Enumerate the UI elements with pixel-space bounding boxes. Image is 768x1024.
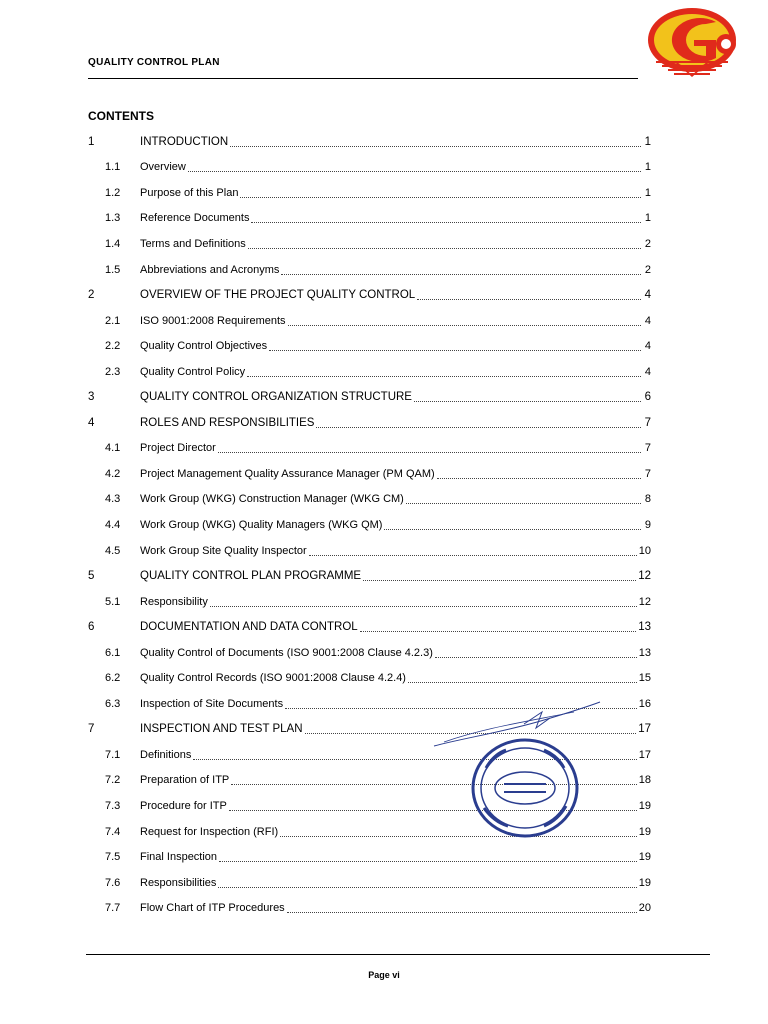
- toc-entry-number: 4.1: [105, 442, 121, 455]
- toc-dot-leader: [251, 221, 641, 223]
- footer-page-number: Page vi: [368, 970, 400, 980]
- toc-entry-title: Responsibility: [140, 595, 208, 608]
- toc-entry[interactable]: [88, 436, 651, 462]
- toc-entry[interactable]: [88, 129, 651, 155]
- toc-entry-number: 7.3: [105, 799, 121, 812]
- toc-dot-leader: [269, 349, 641, 351]
- toc-entry-page: 18: [638, 774, 651, 787]
- toc-dot-leader: [248, 247, 641, 249]
- toc-entry-number: 6.2: [105, 672, 121, 685]
- toc-entry-page: 20: [638, 902, 651, 915]
- toc-entry-page: 1: [644, 135, 651, 148]
- toc-dot-leader: [309, 554, 637, 556]
- signature-and-seal: [424, 698, 610, 840]
- toc-entry-title: Abbreviations and Acronyms: [140, 263, 280, 276]
- toc-dot-leader: [363, 579, 636, 581]
- toc-dot-leader: [417, 298, 641, 300]
- toc-entry-page: 1: [644, 212, 651, 225]
- toc-entry-number: 3: [88, 391, 95, 404]
- toc-entry-title: Reference Documents: [140, 212, 250, 225]
- toc-dot-leader: [219, 860, 637, 862]
- toc-entry-number: 7: [88, 723, 95, 736]
- toc-entry-title: Project Director: [140, 442, 216, 455]
- toc-entry-title: Flow Chart of ITP Procedures: [140, 902, 285, 915]
- toc-entry[interactable]: [88, 895, 651, 921]
- toc-entry-page: 13: [638, 621, 651, 634]
- toc-entry-number: 1.5: [105, 263, 121, 276]
- toc-entry-page: 19: [638, 799, 651, 812]
- toc-entry-title: Inspection of Site Documents: [140, 697, 284, 710]
- toc-entry-number: 4.4: [105, 518, 121, 531]
- toc-entry-number: 2.2: [105, 340, 121, 353]
- toc-entry-number: 1: [88, 135, 95, 148]
- toc-entry-page: 4: [644, 340, 651, 353]
- toc-entry-title: INSPECTION AND TEST PLAN: [140, 723, 303, 736]
- toc-dot-leader: [414, 400, 641, 402]
- toc-dot-leader: [240, 196, 641, 198]
- toc-entry-page: 19: [638, 825, 651, 838]
- toc-entry-page: 15: [638, 672, 651, 685]
- toc-entry-page: 16: [638, 697, 651, 710]
- toc-entry[interactable]: [88, 487, 651, 513]
- toc-entry-number: 2.3: [105, 365, 121, 378]
- contents-heading: CONTENTS: [88, 109, 154, 123]
- toc-entry-number: 7.5: [105, 851, 121, 864]
- toc-entry[interactable]: [88, 461, 651, 487]
- toc-entry[interactable]: [88, 844, 651, 870]
- toc-entry-title: Work Group (WKG) Construction Manager (WKG CM): [140, 493, 404, 506]
- toc-entry-title: DOCUMENTATION AND DATA CONTROL: [140, 621, 358, 634]
- toc-entry-page: 13: [638, 646, 651, 659]
- toc-dot-leader: [281, 273, 641, 275]
- toc-entry-number: 5: [88, 570, 95, 583]
- toc-entry[interactable]: [88, 640, 651, 666]
- toc-entry-page: 1: [644, 186, 651, 199]
- toc-entry-page: 17: [638, 748, 651, 761]
- toc-entry-number: 4: [88, 416, 95, 429]
- toc-dot-leader: [230, 145, 641, 147]
- toc-entry[interactable]: [88, 563, 651, 589]
- toc-entry-number: 7.4: [105, 825, 121, 838]
- toc-entry-number: 7.6: [105, 876, 121, 889]
- toc-entry[interactable]: [88, 870, 651, 896]
- toc-entry-page: 8: [644, 493, 651, 506]
- toc-entry-page: 7: [644, 467, 651, 480]
- toc-entry-page: 19: [638, 876, 651, 889]
- toc-entry-title: Final Inspection: [140, 851, 218, 864]
- toc-entry-number: 7.7: [105, 902, 121, 915]
- toc-entry-page: 4: [644, 314, 651, 327]
- toc-dot-leader: [247, 375, 641, 377]
- toc-entry-number: 6.1: [105, 646, 121, 659]
- toc-entry[interactable]: [88, 512, 651, 538]
- toc-dot-leader: [210, 605, 637, 607]
- toc-entry[interactable]: [88, 384, 651, 410]
- toc-entry-title: Request for Inspection (RFI): [140, 825, 279, 838]
- toc-entry-title: Definitions: [140, 748, 192, 761]
- toc-entry-number: 2.1: [105, 314, 121, 327]
- toc-dot-leader: [437, 477, 641, 479]
- toc-entry[interactable]: [88, 257, 651, 283]
- toc-entry-number: 4.3: [105, 493, 121, 506]
- toc-entry-title: ISO 9001:2008 Requirements: [140, 314, 286, 327]
- toc-entry-page: 17: [638, 723, 651, 736]
- toc-entry-page: 9: [644, 518, 651, 531]
- toc-entry-title: Overview: [140, 161, 186, 174]
- toc-entry-page: 4: [644, 365, 651, 378]
- toc-entry[interactable]: [88, 538, 651, 564]
- toc-dot-leader: [316, 426, 641, 428]
- toc-entry-page: 6: [644, 391, 651, 404]
- header-divider: [88, 78, 638, 79]
- toc-entry-page: 12: [638, 595, 651, 608]
- toc-entry[interactable]: [88, 206, 651, 232]
- toc-entry-number: 2: [88, 289, 95, 302]
- toc-entry-title: Quality Control Policy: [140, 365, 246, 378]
- toc-entry-number: 7.1: [105, 748, 121, 761]
- toc-dot-leader: [408, 681, 637, 683]
- toc-entry[interactable]: [88, 231, 651, 257]
- toc-entry-title: Work Group (WKG) Quality Managers (WKG QM): [140, 518, 383, 531]
- toc-entry-title: QUALITY CONTROL ORGANIZATION STRUCTURE: [140, 391, 412, 404]
- toc-entry-page: 4: [644, 289, 651, 302]
- toc-entry[interactable]: [88, 180, 651, 206]
- toc-entry-number: 1.4: [105, 237, 121, 250]
- toc-entry[interactable]: [88, 333, 651, 359]
- toc-entry-title: QUALITY CONTROL PLAN PROGRAMME: [140, 570, 362, 583]
- toc-entry-page: 7: [644, 416, 651, 429]
- toc-entry-title: OVERVIEW OF THE PROJECT QUALITY CONTROL: [140, 289, 416, 302]
- toc-entry-title: Quality Control of Documents (ISO 9001:2008 Clause 4.2.3): [140, 646, 433, 659]
- toc-entry[interactable]: [88, 614, 651, 640]
- toc-entry-number: 4.2: [105, 467, 121, 480]
- toc-entry-number: 7.2: [105, 774, 121, 787]
- toc-entry-number: 6.3: [105, 697, 121, 710]
- toc-entry-page: 12: [638, 570, 651, 583]
- toc-dot-leader: [188, 170, 641, 172]
- toc-entry[interactable]: [88, 589, 651, 615]
- toc-entry-page: 19: [638, 851, 651, 864]
- toc-entry-title: Preparation of ITP: [140, 774, 230, 787]
- toc-entry-title: Quality Control Records (ISO 9001:2008 Clause 4.2.4): [140, 672, 406, 685]
- toc-entry-title: Work Group Site Quality Inspector: [140, 544, 307, 557]
- company-logo: [646, 6, 742, 80]
- toc-entry-page: 1: [644, 161, 651, 174]
- toc-entry-page: 2: [644, 263, 651, 276]
- toc-entry-number: 4.5: [105, 544, 121, 557]
- toc-entry[interactable]: [88, 665, 651, 691]
- toc-dot-leader: [360, 630, 637, 632]
- toc-entry-number: 6: [88, 621, 95, 634]
- toc-entry[interactable]: [88, 359, 651, 385]
- header-title: QUALITY CONTROL PLAN: [88, 57, 220, 68]
- toc-entry-number: 5.1: [105, 595, 121, 608]
- toc-entry[interactable]: [88, 308, 651, 334]
- toc-entry-title: Project Management Quality Assurance Manager (PM QAM): [140, 467, 435, 480]
- toc-entry[interactable]: [88, 410, 651, 436]
- toc-dot-leader: [384, 528, 641, 530]
- toc-dot-leader: [406, 502, 641, 504]
- toc-dot-leader: [288, 324, 641, 326]
- toc-entry-number: 1.1: [105, 161, 121, 174]
- toc-dot-leader: [218, 886, 636, 888]
- toc-entry[interactable]: [88, 282, 651, 308]
- footer-divider: [86, 954, 710, 955]
- toc-entry-page: 7: [644, 442, 651, 455]
- toc-dot-leader: [218, 451, 641, 453]
- toc-entry-page: 10: [638, 544, 651, 557]
- toc-entry-title: Procedure for ITP: [140, 799, 227, 812]
- toc-dot-leader: [287, 911, 637, 913]
- toc-entry-title: Purpose of this Plan: [140, 186, 239, 199]
- toc-entry-title: Responsibilities: [140, 876, 217, 889]
- toc-dot-leader: [435, 656, 637, 658]
- toc-entry-number: 1.3: [105, 212, 121, 225]
- toc-entry-number: 1.2: [105, 186, 121, 199]
- toc-entry-title: Quality Control Objectives: [140, 340, 268, 353]
- toc-entry[interactable]: [88, 155, 651, 181]
- toc-entry-page: 2: [644, 237, 651, 250]
- toc-entry-title: ROLES AND RESPONSIBILITIES: [140, 416, 315, 429]
- toc-entry-title: INTRODUCTION: [140, 135, 229, 148]
- toc-entry-title: Terms and Definitions: [140, 237, 246, 250]
